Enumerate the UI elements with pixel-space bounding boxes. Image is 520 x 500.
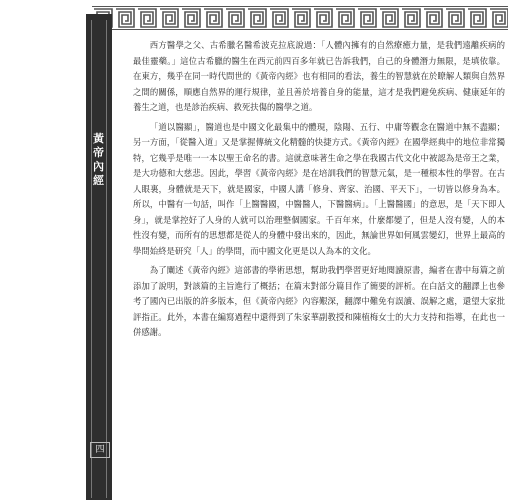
fret-pattern-icon — [92, 7, 508, 29]
book-title-char: 內 — [93, 160, 105, 173]
paragraph: 「道以醫顯」，醫道也是中國文化最集中的體現，陰陽、五行、中庸等觀念在醫道中無不盡顯；另一方面，「從醫入道」又是掌握傳統文化精髓的快捷方式。《黃帝內經》在國學經典中的地位非常獨特，它幾乎是唯一一本以聖王命名的書。這就意味著生命之學在我國古代文化中被認為是帝王之業，是大功德和大慈悲。因此，學習《黃帝內經》是在培訓我們的智慧元氣，是一種根本性的學習。在古人眼裏，身體就是天下，就是國家，中國人講「修身、齊家、治國、平天下」，一切皆以修身為本。所以，中醫有一句話，叫作「上醫醫國，中醫醫人，下醫醫病」。「上醫醫國」的意思，是「天下即人身」，就是掌控好了人身的人就可以治理整個國家。千百年來，什麼都變了，但是人沒有變，人的本性沒有變，而所有的思想都是從人的身體中發出來的，因此，無論世界如何風雲變幻，世界上最高的學問始終是研究「人」的學問，而中國文化更是以人為本的文化。 — [133, 121, 505, 256]
sidebar — [86, 14, 112, 500]
body-text — [133, 38, 505, 341]
book-title — [88, 132, 110, 188]
page-number: 四 — [90, 442, 110, 458]
book-title-char: 帝 — [93, 146, 105, 159]
decorative-border-band — [92, 6, 508, 30]
book-title-char: 黃 — [93, 132, 105, 145]
paragraph: 為了闡述《黃帝內經》這部書的學術思想，幫助我們學習更好地閱讀原書，編者在書中每篇之前添加了說明，對該篇的主旨進行了概括；在篇末對部分篇目作了簡要的評析。在白話文的翻譯上也參考了國內已出版的許多版本，但《黃帝內經》內容艱深，翻譯中難免有誤讀、誤解之處，還望大家批評指正。此外，本書在編寫過程中還得到了朱家華副教授和陳植梅女士的大力支持和指導，在此也一併感謝。 — [133, 265, 505, 337]
sidebar-inner-rule — [91, 20, 107, 498]
paragraph: 西方醫學之父、古希臘名醫希波克拉底說過：「人體內擁有的自然療癒力量，是我們遠離疾病的最佳靈藥。」這位古希臘的醫生在西元前四百多年就已告訴我們，自己的身體潛力無限，是填依靠。在東方，幾乎在同一時代問世的《黃帝內經》也有相同的看法，養生的智慧就在於瞭解人類與自然界之間的關係，順應自然界的運行規律，並且善於培養自身的能量，這才是我們避免疾病、健康延年的養生之道，也是診治疾病、救死扶傷的醫學之道。 — [133, 40, 505, 112]
book-title-char: 經 — [93, 174, 105, 187]
